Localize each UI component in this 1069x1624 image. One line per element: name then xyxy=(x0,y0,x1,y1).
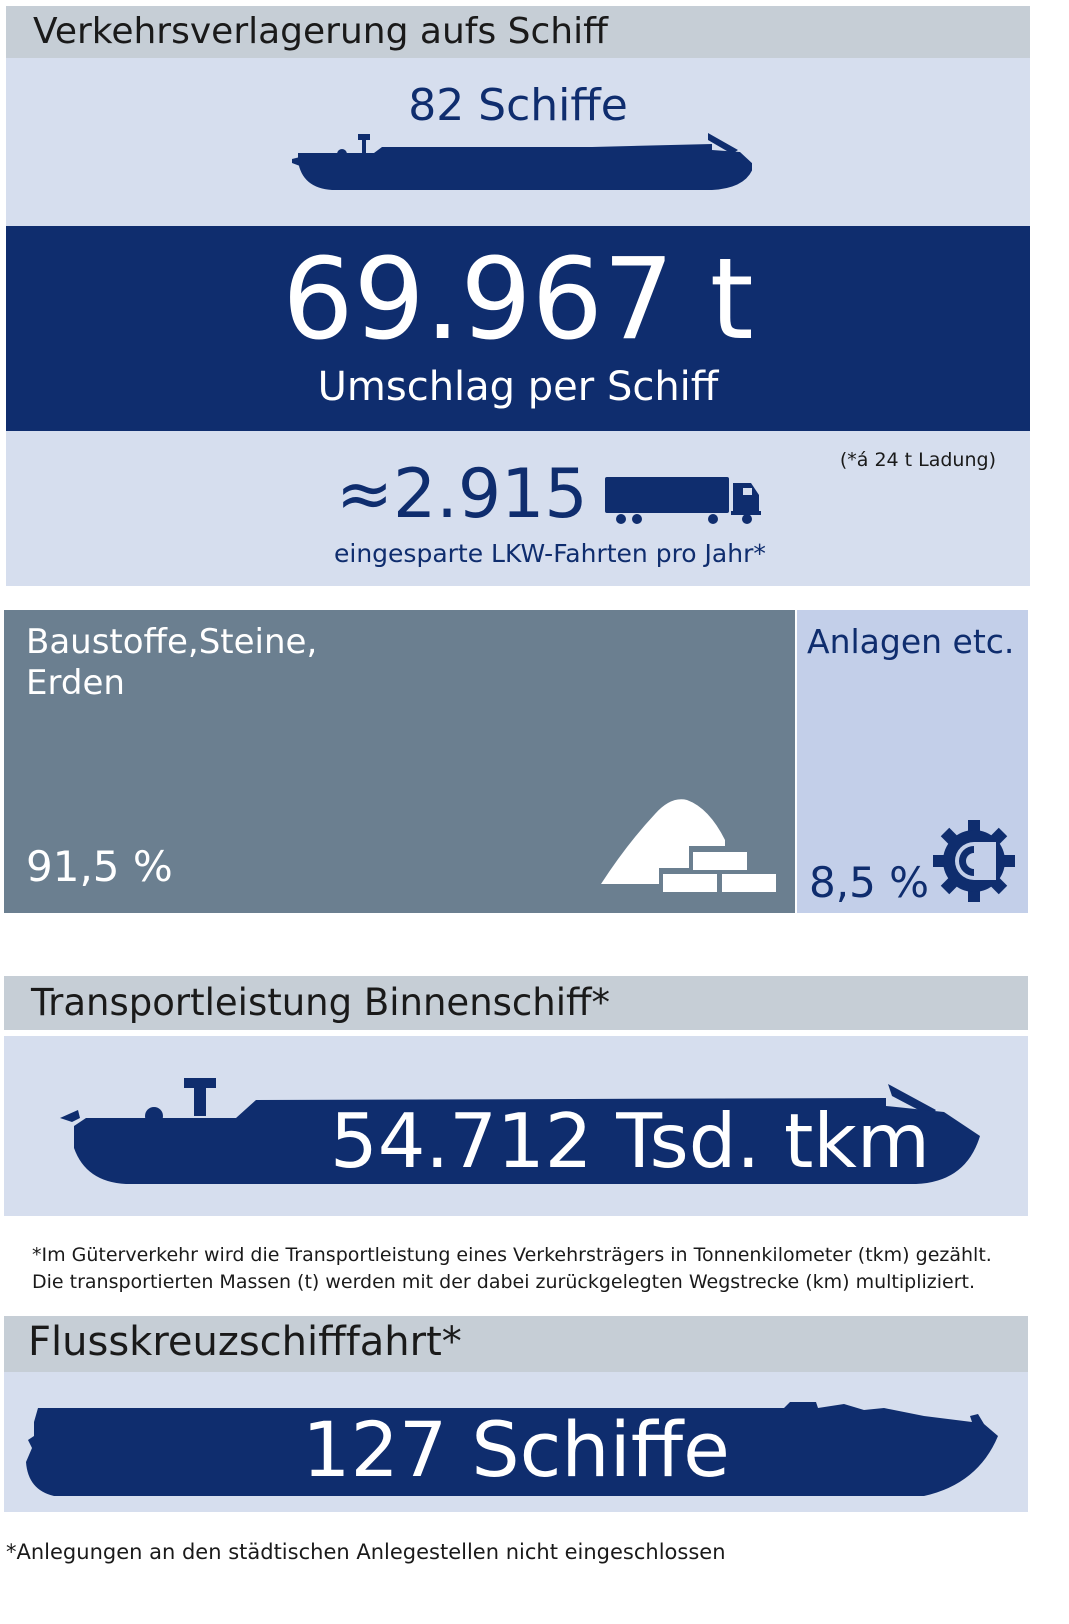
tonnage-value: 69.967 t xyxy=(282,235,754,365)
section1-title: Verkehrsverlagerung aufs Schiff xyxy=(33,11,608,52)
tkm-footnote xyxy=(32,1242,992,1296)
trucks-panel xyxy=(6,431,1030,586)
cargo-ship-icon xyxy=(292,130,752,194)
tkm-panel xyxy=(4,1036,1028,1216)
trucks-note: (*á 24 t Ladung) xyxy=(839,449,996,471)
tkm-footnote-line1: *Im Güterverkehr wird die Transportleistung eines Verkehrsträgers in Tonnenkilometer (tkm) gezählt. xyxy=(32,1244,992,1266)
bricks-pile-icon xyxy=(601,796,781,896)
ships-count: 82 Schiffe xyxy=(408,80,628,131)
cruise-panel xyxy=(4,1372,1028,1512)
tonnage-panel xyxy=(6,226,1030,431)
cruise-ships-count: 127 Schiffe xyxy=(302,1405,730,1494)
cargo-building-block xyxy=(4,610,795,913)
tkm-value: 54.712 Tsd. tkm xyxy=(330,1097,930,1185)
section1-ships-panel xyxy=(6,58,1030,226)
section2-title: Transportleistung Binnenschiff* xyxy=(31,981,610,1024)
tkm-footnote-line2: Die transportierten Massen (t) werden mit der dabei zurückgelegten Wegstrecke (km) multipliziert. xyxy=(32,1271,976,1293)
section3-header xyxy=(4,1316,1028,1372)
section3-title: Flusskreuzschifffahrt* xyxy=(28,1319,462,1365)
cargo-machines-label: Anlagen etc. xyxy=(807,622,1015,661)
cargo-building-label: Baustoffe,Steine, Erden xyxy=(26,622,318,703)
cruise-footnote: *Anlegungen an den städtischen Anlegestellen nicht eingeschlossen xyxy=(6,1540,726,1564)
cargo-machines-block xyxy=(797,610,1028,913)
trucks-caption: eingesparte LKW-Fahrten pro Jahr* xyxy=(334,539,766,568)
section2-header xyxy=(4,976,1028,1030)
tonnage-caption: Umschlag per Schiff xyxy=(317,364,719,410)
truck-icon xyxy=(603,475,763,525)
gear-icon xyxy=(933,820,1015,902)
cargo-machines-percent: 8,5 % xyxy=(809,858,930,907)
cargo-building-percent: 91,5 % xyxy=(26,842,173,891)
section1-header xyxy=(6,6,1030,58)
trucks-value: ≈2.915 xyxy=(336,455,588,534)
